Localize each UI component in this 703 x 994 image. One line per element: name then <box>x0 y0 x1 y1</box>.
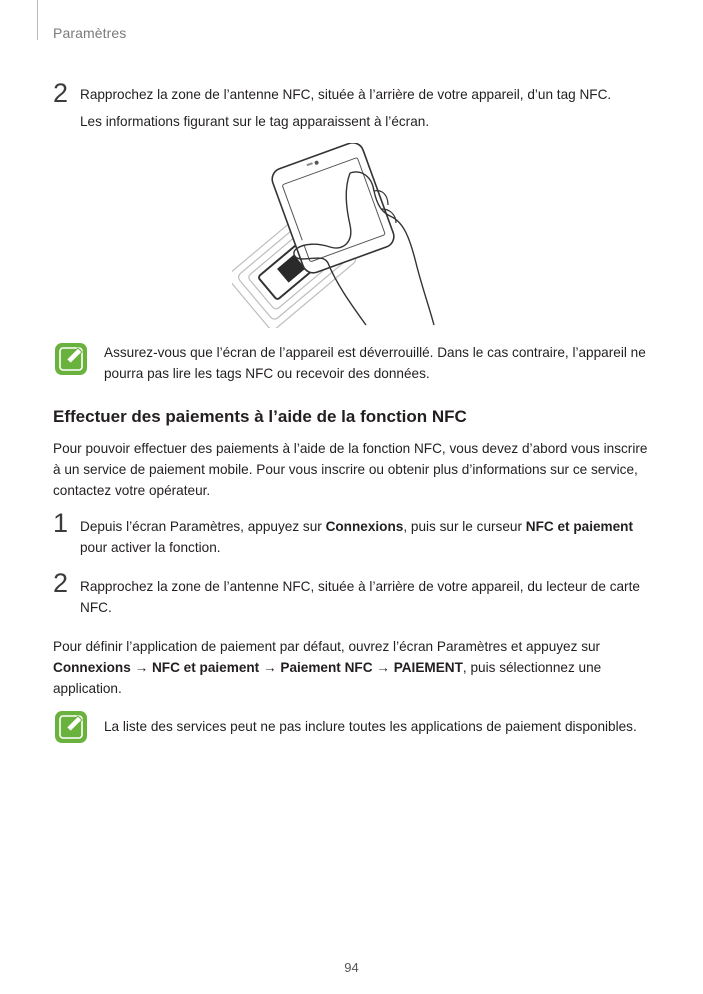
intro-paragraph <box>53 438 653 501</box>
nfc-paiement-label: NFC et paiement <box>525 519 634 534</box>
header-rule <box>37 0 38 40</box>
nfc-paiement-label: NFC et paiement <box>151 660 260 675</box>
step-2-text: Rapprochez la zone de l’antenne NFC, située à l’arrière de votre appareil, du lecteur de carte NFC. <box>80 579 640 615</box>
default-app-paragraph <box>53 636 653 699</box>
step-body <box>80 576 653 618</box>
default-app-text: Pour définir l’application de paiement par défaut, ouvrez l’écran Paramètres et appuyez sur Connexions → NFC et paiement → Paiement NFC → PAIEMENT, puis sélectionnez une application. <box>53 639 602 696</box>
nfc-illustration <box>232 143 452 328</box>
connexions-label: Connexions <box>325 519 404 534</box>
hand-holding-phone-over-nfc-tag-icon <box>232 143 452 328</box>
section-heading: Effectuer des paiements à l’aide de la fonction NFC <box>53 407 467 426</box>
step-number: 2 <box>53 568 69 598</box>
step-1-text: Depuis l’écran Paramètres, appuyez sur Connexions, puis sur le curseur NFC et paiement pour activer la fonction. <box>80 519 634 555</box>
note-pencil-icon <box>54 710 88 744</box>
connexions-label: Connexions <box>53 660 131 675</box>
page-number: 94 <box>344 960 359 975</box>
section-title: Paramètres <box>53 25 127 41</box>
step-body <box>80 84 653 132</box>
note-pencil-icon <box>54 342 88 376</box>
step-number: 1 <box>53 508 69 538</box>
step-line: Rapprochez la zone de l’antenne NFC, située à l’arrière de votre appareil, d’un tag NFC. <box>80 87 612 102</box>
paiement-label: PAIEMENT <box>393 660 463 675</box>
note-text: Assurez-vous que l’écran de l’appareil est déverrouillé. Dans le cas contraire, l’appareil ne pourra pas lire les tags NFC ou recevoir des données. <box>104 345 646 381</box>
step-line: Les informations figurant sur le tag apparaissent à l’écran. <box>80 114 430 129</box>
intro-text: Pour pouvoir effectuer des paiements à l’aide de la fonction NFC, vous devez d’abord vous inscrire à un service de paiement mobile. Pour vous inscrire ou obtenir plus d’informations sur ce service, contactez votre opérateur. <box>53 441 648 498</box>
paiement-nfc-label: Paiement NFC <box>280 660 373 675</box>
note-text: La liste des services peut ne pas inclure toutes les applications de paiement disponibles. <box>104 719 637 734</box>
step-number: 2 <box>53 78 69 108</box>
step-body <box>80 516 653 558</box>
